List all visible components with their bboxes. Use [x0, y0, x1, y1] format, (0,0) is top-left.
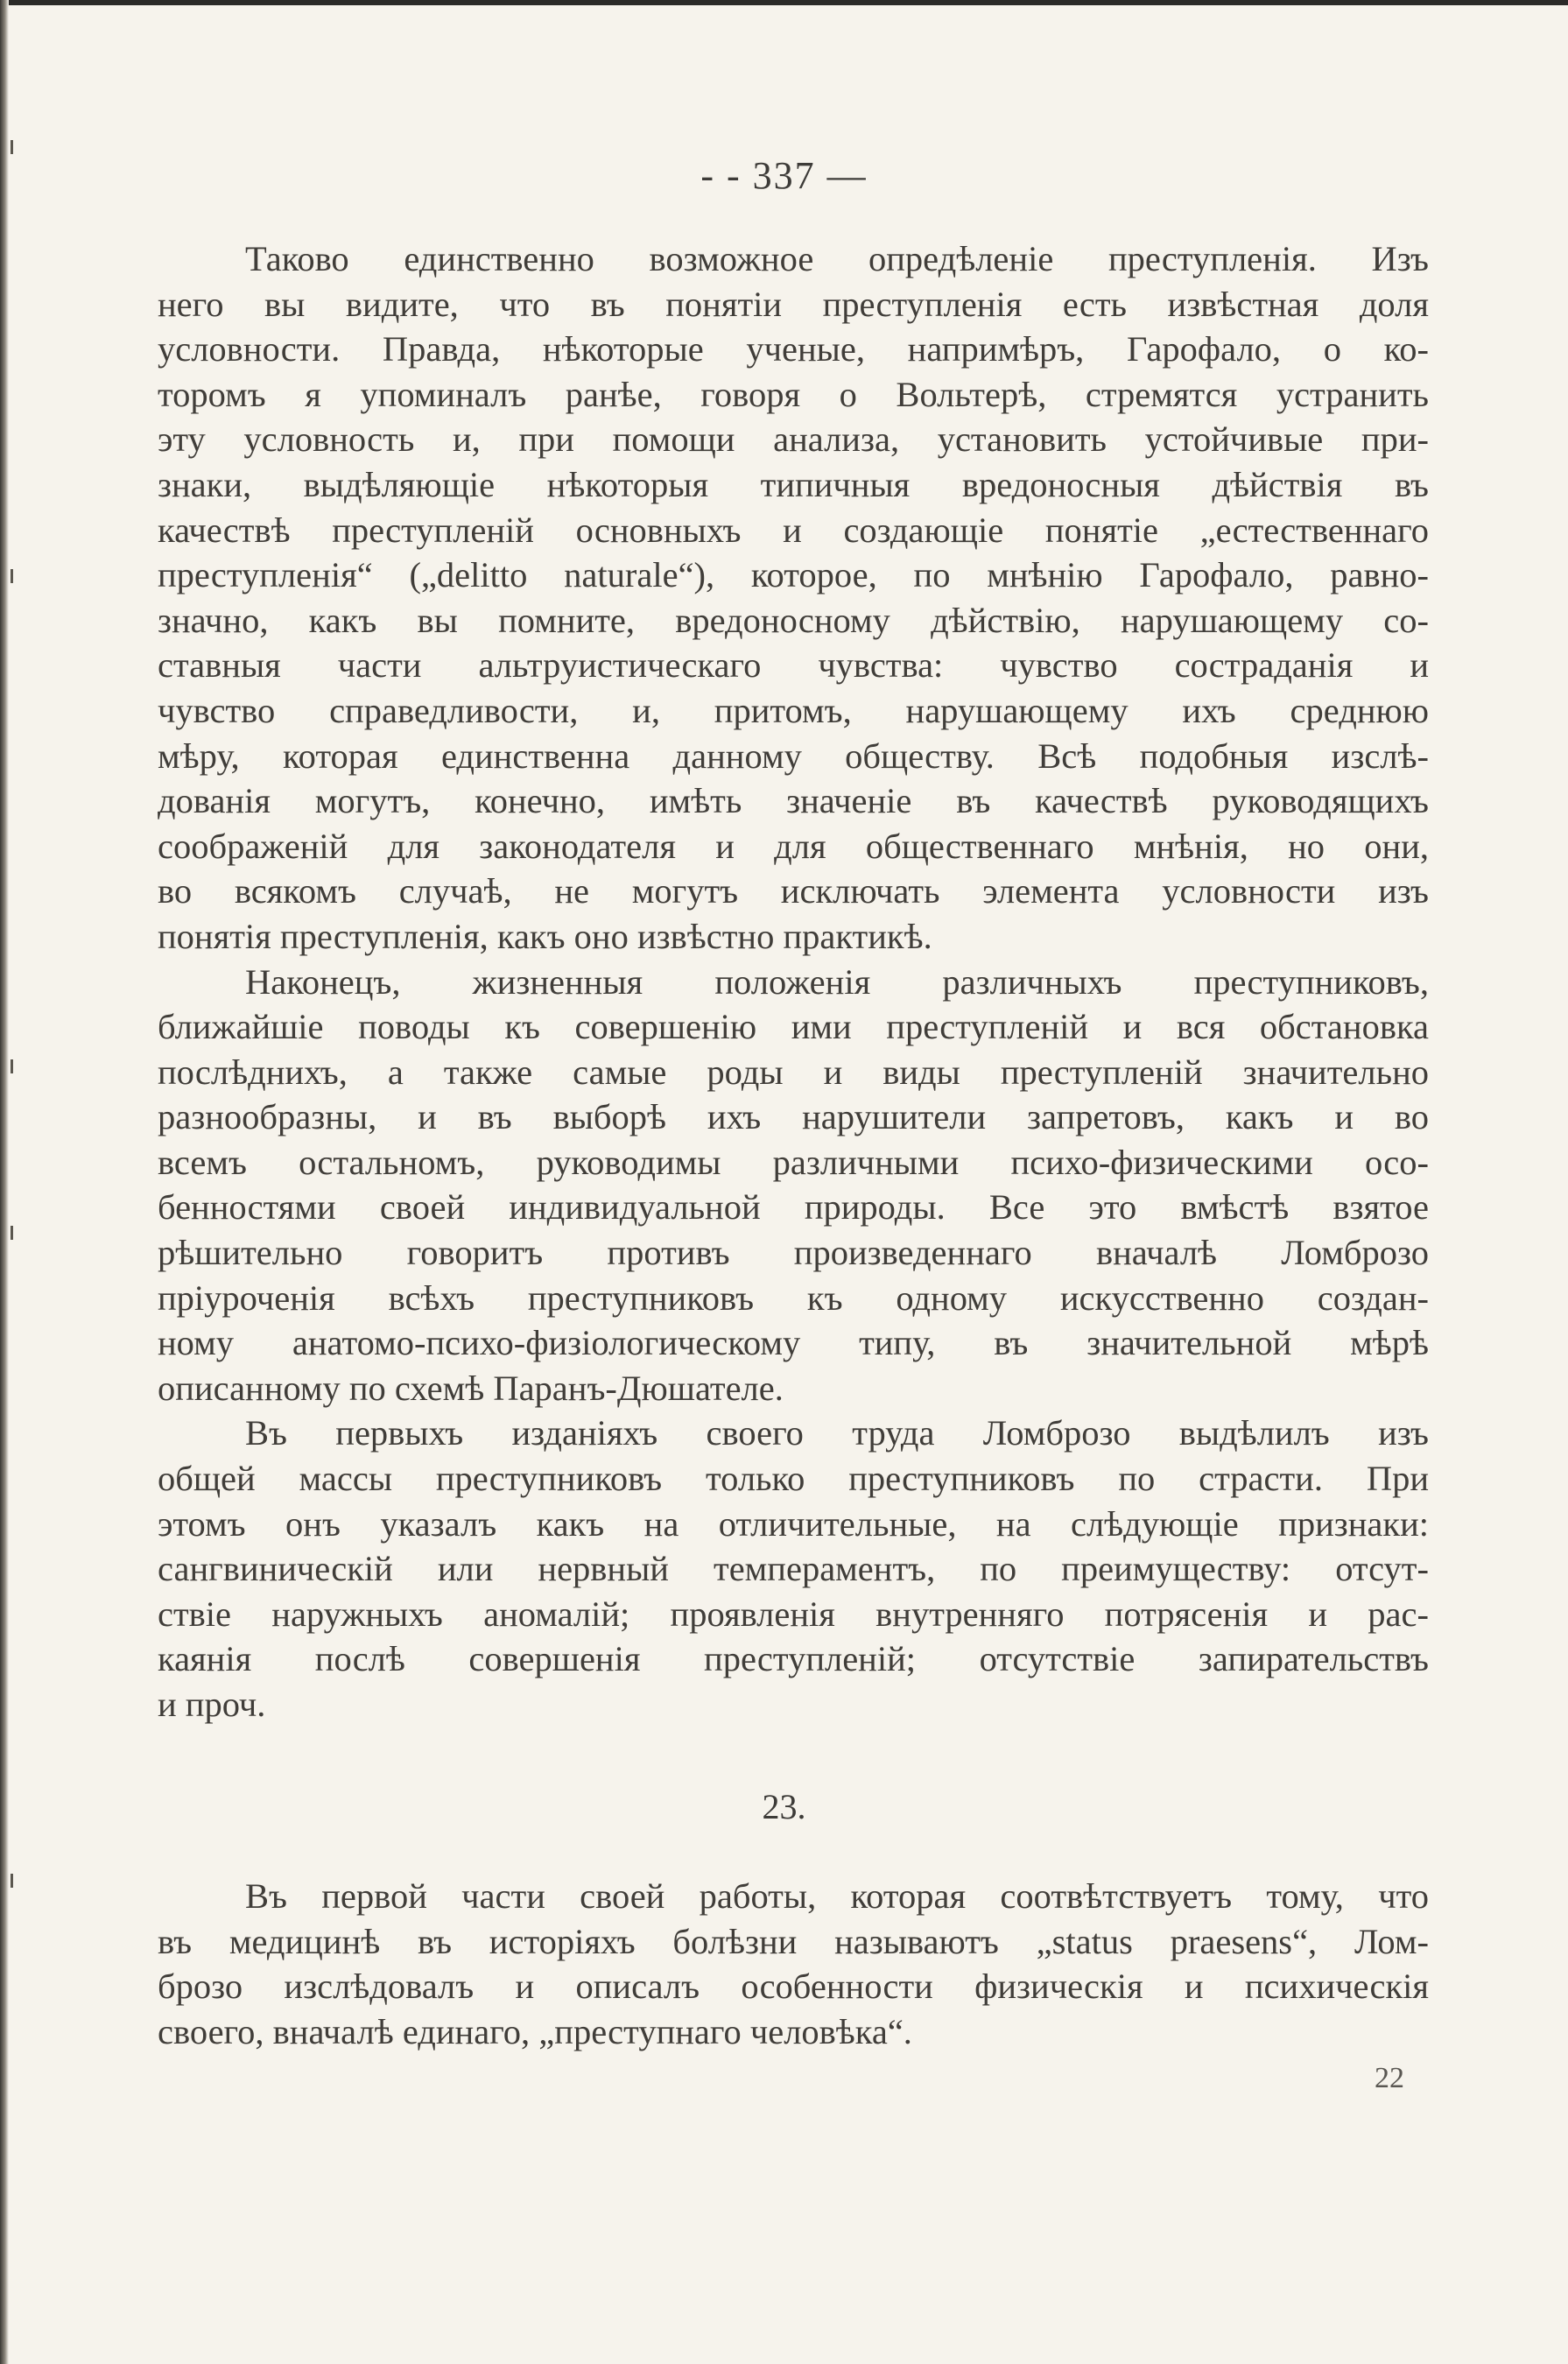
text-line: сангвиническій или нервный темпераментъ, по преимуществу: отсут- [158, 1549, 1429, 1589]
paragraph-2 [158, 960, 1429, 1411]
text-line: этомъ онъ указалъ какъ на отличительные, на слѣдующіе признаки: [158, 1503, 1429, 1544]
binding-mark [11, 569, 13, 583]
binding-mark [11, 1874, 13, 1888]
text-line: значно, какъ вы помните, вредоносному дѣйствію, нарушающему со- [158, 600, 1429, 640]
page-number: - - 337 — [700, 154, 868, 197]
text-line: ствіе наружныхъ аномалій; проявленія внутренняго потрясенія и рас- [158, 1594, 1429, 1634]
text-line: во всякомъ случаѣ, не могутъ исключать элемента условности изъ [158, 871, 1429, 911]
text-line: брозо изслѣдовалъ и описалъ особенности физическія и психическія [158, 1966, 1429, 2007]
text-line: соображеній для законодателя и для общественнаго мнѣнія, но они, [158, 826, 1429, 866]
page-top-edge [0, 0, 1568, 5]
text-line: дованія могутъ, конечно, имѣть значеніе въ качествѣ руководящихъ [158, 781, 1429, 821]
text-line: торомъ я упоминалъ ранѣе, говоря о Вольтерѣ, стремятся устранить [158, 374, 1429, 414]
section-text [158, 1874, 1429, 2054]
paragraph-3 [158, 1411, 1429, 1727]
text-line: мѣру, которая единственна данному обществу. Всѣ подобныя изслѣ- [158, 735, 1429, 776]
section-number: 23. [762, 1787, 806, 1826]
text-line: Въ первой части своей работы, которая соотвѣтствуетъ тому, что [245, 1876, 1429, 1916]
binding-mark [11, 140, 13, 154]
text-line: ному анатомо-психо-физіологическому типу, въ значительной мѣрѣ [158, 1323, 1429, 1363]
binding-marks [11, 0, 16, 2364]
signature-mark: 22 [1375, 2062, 1404, 2094]
text-line: рѣшительно говоритъ противъ произведеннаго вначалѣ Ломброзо [158, 1233, 1429, 1273]
text-line: условности. Правда, нѣкоторые ученые, напримѣръ, Гарофало, о ко- [158, 329, 1429, 369]
text-line: качествѣ преступленій основныхъ и создающіе понятіе „естественнаго [158, 510, 1429, 550]
text-line: всемъ остальномъ, руководимы различными психо-физическими осо- [158, 1142, 1429, 1182]
text-line: общей массы преступниковъ только преступниковъ по страсти. При [158, 1459, 1429, 1499]
text-line: Таково единственно возможное опредѣленіе преступленія. Изъ [245, 239, 1429, 278]
text-line: каянія послѣ совершенія преступленій; отсутствіе запирательствъ [158, 1639, 1429, 1679]
text-line: Въ первыхъ изданіяхъ своего труда Ломброзо выдѣлилъ изъ [245, 1413, 1429, 1453]
text-line: разнообразны, и въ выборѣ ихъ нарушители запретовъ, какъ и во [158, 1097, 1429, 1137]
text-line: Наконецъ, жизненныя положенія различныхъ преступниковъ, [245, 961, 1429, 1002]
text-line: ближайшіе поводы къ совершенію ими преступленій и вся обстановка [158, 1007, 1429, 1047]
text-line: знаки, выдѣляющіе нѣкоторыя типичныя вредоносныя дѣйствія въ [158, 464, 1429, 504]
binding-mark [11, 1226, 13, 1240]
paragraph-4 [158, 1874, 1429, 2054]
text-line: пріуроченія всѣхъ преступниковъ къ одному искусственно создан- [158, 1277, 1429, 1318]
text-line: и проч. [158, 1685, 266, 1724]
text-line: эту условность и, при помощи анализа, установить устойчивые при- [158, 419, 1429, 460]
text-line: въ медицинѣ въ исторіяхъ болѣзни называютъ „status praesens“, Лом- [158, 1921, 1429, 1961]
page-binding-edge [0, 0, 9, 2364]
text-line: описанному по схемѣ Паранъ-Дюшателе. [158, 1368, 784, 1408]
text-line: бенностями своей индивидуальной природы. Все это вмѣстѣ взятое [158, 1187, 1429, 1228]
text-line: него вы видите, что въ понятіи преступленія есть извѣстная доля [158, 284, 1429, 324]
main-text [158, 236, 1429, 1727]
text-line: чувство справедливости, и, притомъ, нарушающему ихъ среднюю [158, 690, 1429, 730]
text-line: понятія преступленія, какъ оно извѣстно практикѣ. [158, 916, 932, 956]
text-line: преступленія“ („delitto naturale“), которое, по мнѣнію Гарофало, равно- [158, 555, 1429, 595]
binding-mark [11, 1059, 13, 1073]
paragraph-1 [158, 236, 1429, 960]
text-line: своего, вначалѣ единаго, „преступнаго человѣка“. [158, 2011, 912, 2051]
text-line: ставныя части альтруистическаго чувства: чувство состраданія и [158, 645, 1429, 686]
text-line: послѣднихъ, а также самые роды и виды преступленій значительно [158, 1052, 1429, 1092]
